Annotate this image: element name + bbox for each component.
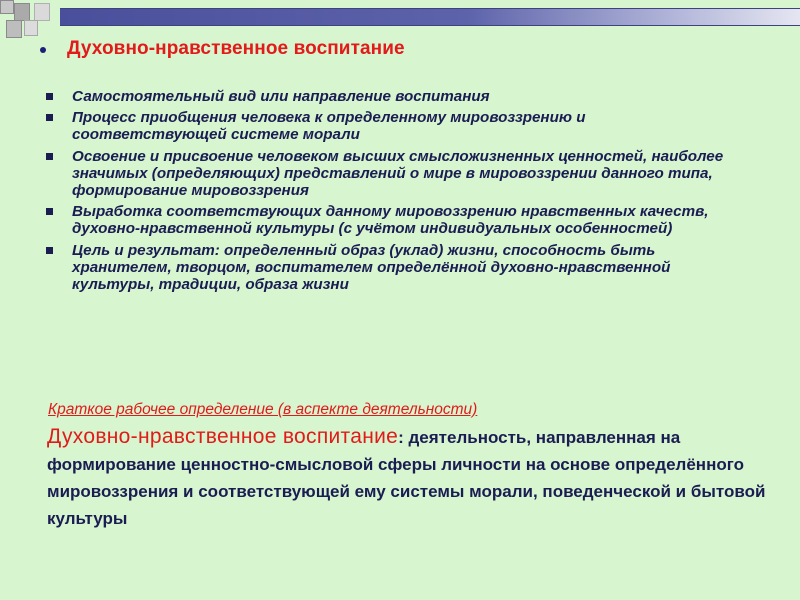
square-bullet-icon	[46, 93, 53, 100]
slide-title: Духовно-нравственное воспитание	[67, 38, 405, 59]
list-item	[44, 148, 744, 200]
title-row	[40, 38, 405, 60]
bullet-list	[44, 88, 744, 297]
square-bullet-icon	[46, 114, 53, 121]
list-item-text: Цель и результат: определенный образ (уклад) жизни, способность быть хранителем, творцом, воспитателем определённой духовно-нравственной культуры, традиции, образа жизни	[72, 241, 671, 294]
definition-term: Духовно-нравственное воспитание	[47, 425, 399, 448]
list-item	[44, 203, 744, 237]
bullet-dot-icon	[40, 47, 46, 53]
decor-square	[6, 20, 22, 38]
list-item	[44, 109, 744, 143]
square-bullet-icon	[46, 208, 53, 215]
decor-square	[34, 3, 50, 21]
list-item-text: Процесс приобщения человека к определенному мировоззрению и соответствующей системе морали	[72, 109, 586, 144]
decor-square	[0, 0, 14, 14]
header-bar	[60, 8, 800, 26]
definition-text: : деятельность, направленная на формирование ценностно-смысловой сферы личности на основе определённого мировоззрения и соответствующей ему системы морали, поведенческой и бытовой культуры	[47, 428, 766, 528]
list-item-text: Освоение и присвоение человеком высших смысложизненных ценностей, наиболее значимых (определяющих) представлений о мире в мировоззрении данного типа, формирование мировоззрения	[72, 147, 724, 200]
decor-square	[14, 3, 30, 21]
square-bullet-icon	[46, 247, 53, 254]
definition-heading: Краткое рабочее определение (в аспекте деятельности)	[48, 401, 478, 418]
list-item-text: Выработка соответствующих данному мировоззрению нравственных качеств, духовно-нравственной культуры (с учётом индивидуальных особенностей)	[72, 203, 709, 238]
list-item	[44, 242, 744, 294]
decor-square	[24, 20, 38, 36]
list-item	[44, 88, 744, 105]
definition-body	[47, 423, 767, 532]
list-item-text: Самостоятельный вид или направление воспитания	[72, 88, 490, 105]
square-bullet-icon	[46, 153, 53, 160]
